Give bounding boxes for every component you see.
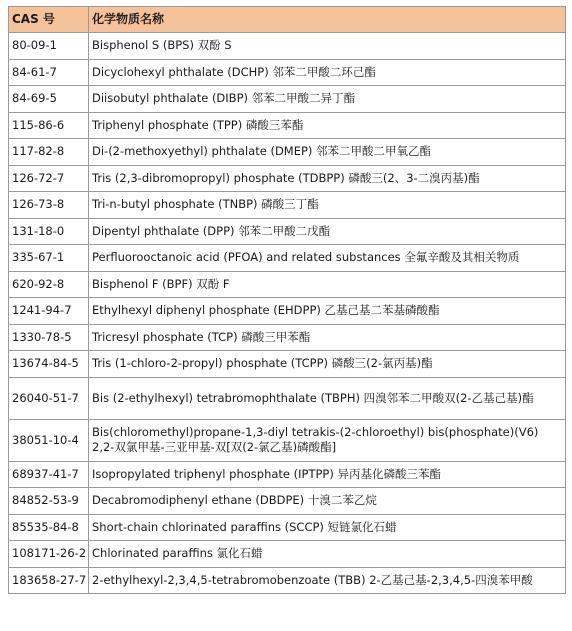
table-header-row <box>9 7 566 33</box>
substance-name-cell: Bis (2-ethylhexyl) tetrabromophthalate (TBPH) 四溴邻苯二甲酸双(2-乙基己基)酯 <box>89 377 566 419</box>
table-row <box>9 567 566 594</box>
cas-number-cell: 84-61-7 <box>9 59 89 86</box>
cas-number-cell: 620-92-8 <box>9 271 89 298</box>
substance-name-cell: Tri-n-butyl phosphate (TNBP) 磷酸三丁酯 <box>89 192 566 219</box>
table-row <box>9 86 566 113</box>
table-row <box>9 139 566 166</box>
cas-number-cell: 84852-53-9 <box>9 488 89 515</box>
substance-name-cell: Perfluorooctanoic acid (PFOA) and related substances 全氟辛酸及其相关物质 <box>89 245 566 272</box>
substance-name-cell: Triphenyl phosphate (TPP) 磷酸三苯酯 <box>89 112 566 139</box>
table-row <box>9 541 566 568</box>
substance-name-cell: Bisphenol F (BPF) 双酚 F <box>89 271 566 298</box>
table-body <box>9 33 566 594</box>
cas-number-cell: 131-18-0 <box>9 218 89 245</box>
table-row <box>9 298 566 325</box>
table-row <box>9 419 566 461</box>
cas-number-cell: 117-82-8 <box>9 139 89 166</box>
substance-name-cell: Bisphenol S (BPS) 双酚 S <box>89 33 566 60</box>
substance-name-cell: Short-chain chlorinated paraffins (SCCP) 短链氯化石蜡 <box>89 514 566 541</box>
table-row <box>9 377 566 419</box>
table-row <box>9 514 566 541</box>
substance-name-cell: Decabromodiphenyl ethane (DBDPE) 十溴二苯乙烷 <box>89 488 566 515</box>
substance-name-cell: Bis(chloromethyl)propane-1,3-diyl tetrakis-(2-chloroethyl) bis(phosphate)(V6) 2,2-双氯甲基-三亚甲基-双[双(2-氯乙基)磷酸酯] <box>89 419 566 461</box>
substance-name-cell: Di-(2-methoxyethyl) phthalate (DMEP) 邻苯二甲酸二甲氧乙酯 <box>89 139 566 166</box>
table-row <box>9 218 566 245</box>
table-row <box>9 461 566 488</box>
substance-name-cell: Chlorinated paraffins 氯化石蜡 <box>89 541 566 568</box>
cas-number-cell: 1330-78-5 <box>9 324 89 351</box>
cas-number-cell: 13674-84-5 <box>9 351 89 378</box>
table-row <box>9 351 566 378</box>
cas-number-cell: 183658-27-7 <box>9 567 89 594</box>
table-row <box>9 165 566 192</box>
substance-name-cell: Dicyclohexyl phthalate (DCHP) 邻苯二甲酸二环己酯 <box>89 59 566 86</box>
substance-name-cell: Isopropylated triphenyl phosphate (IPTPP) 异丙基化磷酸三苯酯 <box>89 461 566 488</box>
cas-number-cell: 126-73-8 <box>9 192 89 219</box>
substance-name-cell: Tricresyl phosphate (TCP) 磷酸三甲苯酯 <box>89 324 566 351</box>
substance-name-cell: Diisobutyl phthalate (DIBP) 邻苯二甲酸二异丁酯 <box>89 86 566 113</box>
header-name: 化学物质名称 <box>89 7 566 33</box>
substance-name-cell: Tris (1-chloro-2-propyl) phosphate (TCPP) 磷酸三(2-氯丙基)酯 <box>89 351 566 378</box>
table-row <box>9 271 566 298</box>
cas-number-cell: 26040-51-7 <box>9 377 89 419</box>
cas-number-cell: 38051-10-4 <box>9 419 89 461</box>
cas-number-cell: 1241-94-7 <box>9 298 89 325</box>
cas-number-cell: 85535-84-8 <box>9 514 89 541</box>
cas-number-cell: 335-67-1 <box>9 245 89 272</box>
cas-number-cell: 115-86-6 <box>9 112 89 139</box>
table-row <box>9 488 566 515</box>
table-row <box>9 33 566 60</box>
substance-name-cell: Ethylhexyl diphenyl phosphate (EHDPP) 乙基己基二苯基磷酸酯 <box>89 298 566 325</box>
cas-number-cell: 80-09-1 <box>9 33 89 60</box>
cas-number-cell: 68937-41-7 <box>9 461 89 488</box>
substance-name-cell: 2-ethylhexyl-2,3,4,5-tetrabromobenzoate (TBB) 2-乙基己基-2,3,4,5-四溴苯甲酸 <box>89 567 566 594</box>
header-cas: CAS 号 <box>9 7 89 33</box>
cas-number-cell: 84-69-5 <box>9 86 89 113</box>
substance-name-cell: Dipentyl phthalate (DPP) 邻苯二甲酸二戊酯 <box>89 218 566 245</box>
substance-name-cell: Tris (2,3-dibromopropyl) phosphate (TDBPP) 磷酸三(2、3-二溴丙基)酯 <box>89 165 566 192</box>
table-row <box>9 245 566 272</box>
cas-number-cell: 126-72-7 <box>9 165 89 192</box>
table-row <box>9 112 566 139</box>
table-row <box>9 324 566 351</box>
table-row <box>9 59 566 86</box>
substance-table <box>8 6 566 594</box>
cas-number-cell: 108171-26-2 <box>9 541 89 568</box>
table-row <box>9 192 566 219</box>
